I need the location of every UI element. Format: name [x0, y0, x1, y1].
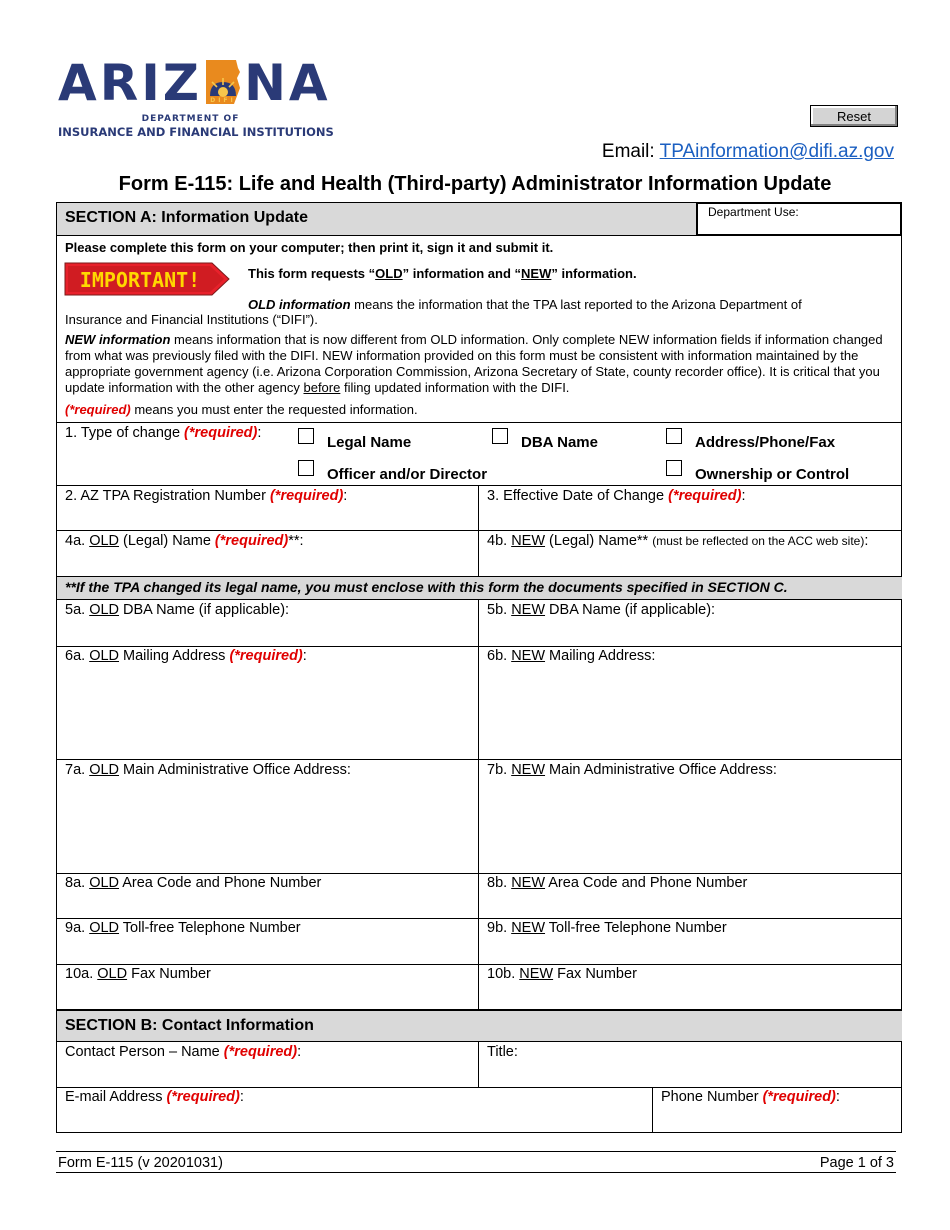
- requests-post: ” information.: [551, 266, 637, 281]
- legal-name-notice: **If the TPA changed its legal name, you must enclose with this form the documents specified in SECTION C.: [65, 579, 788, 595]
- old-admin-office-label: 7a. OLD Main Administrative Office Address:: [65, 762, 351, 778]
- footer-rule-top: [56, 1151, 896, 1152]
- email-link[interactable]: TPAinformation@difi.az.gov: [659, 141, 894, 162]
- divider: [57, 1041, 902, 1042]
- divider: [57, 599, 902, 600]
- column-divider: [478, 485, 479, 577]
- new-term: NEW information: [65, 332, 171, 347]
- divider: [57, 235, 902, 236]
- registration-number-label: 2. AZ TPA Registration Number (*required):: [65, 488, 348, 504]
- required-definition: [65, 402, 895, 418]
- department-use-box: [696, 202, 902, 236]
- requests-new: NEW: [521, 266, 552, 281]
- footer-form-id: Form E-115 (v 20201031): [58, 1155, 223, 1171]
- column-divider: [478, 599, 479, 1010]
- checkbox-label-legal-name: Legal Name: [327, 434, 412, 451]
- email-line: [602, 141, 894, 163]
- email-label: Email:: [601, 141, 655, 162]
- new-definition: [65, 332, 895, 396]
- arizona-state-emblem-icon: [204, 58, 242, 106]
- required-def: means you must enter the requested information.: [130, 402, 418, 417]
- type-of-change-label: 1. Type of change (*required):: [65, 425, 262, 441]
- divider: [57, 1087, 902, 1088]
- divider: [57, 964, 902, 965]
- new-def-before: before: [303, 380, 341, 395]
- checkbox-label-address: Address/Phone/Fax: [695, 434, 836, 451]
- logo-word-left: ARIZ: [58, 54, 203, 112]
- old-definition-line1: [248, 296, 802, 313]
- arizona-logo: [58, 54, 331, 112]
- new-legal-name-label: 4b. NEW (Legal) Name** (must be reflected on the ACC web site):: [487, 533, 869, 549]
- column-divider: [652, 1087, 653, 1133]
- checkbox-officer[interactable]: [298, 460, 314, 476]
- checkbox-label-dba-name: DBA Name: [521, 434, 598, 451]
- checkbox-address[interactable]: [666, 428, 682, 444]
- divider: [57, 530, 902, 531]
- requests-old: OLD: [375, 266, 403, 281]
- checkbox-legal-name[interactable]: [298, 428, 314, 444]
- new-dba-name-label: 5b. NEW DBA Name (if applicable):: [487, 602, 716, 618]
- old-phone-label: 8a. OLD Area Code and Phone Number: [65, 875, 322, 891]
- divider: [57, 759, 902, 760]
- important-badge-text: IMPORTANT!: [79, 268, 201, 292]
- logo-dept-line1: DEPARTMENT OF: [141, 114, 240, 124]
- checkbox-label-officer: Officer and/or Director: [327, 466, 488, 483]
- form-title: Form E-115: Life and Health (Third-party) Administrator Information Update: [118, 173, 832, 195]
- divider: [57, 646, 902, 647]
- old-mailing-address-label: 6a. OLD Mailing Address (*required):: [65, 648, 307, 664]
- section-b-heading: SECTION B: Contact Information: [65, 1017, 314, 1034]
- instruction-text: Please complete this form on your computer; then print it, sign it and submit it.: [65, 240, 554, 255]
- divider: [57, 422, 902, 423]
- new-admin-office-label: 7b. NEW Main Administrative Office Address:: [487, 762, 777, 778]
- department-use-label: Department Use:: [708, 205, 799, 219]
- old-legal-name-label: 4a. OLD (Legal) Name (*required)**:: [65, 533, 304, 549]
- important-badge: [64, 262, 230, 296]
- effective-date-label: 3. Effective Date of Change (*required):: [487, 488, 746, 504]
- new-mailing-address-label: 6b. NEW Mailing Address:: [487, 648, 656, 664]
- old-term: OLD information: [248, 297, 351, 312]
- reset-button[interactable]: Reset: [810, 105, 898, 127]
- old-toll-free-label: 9a. OLD Toll-free Telephone Number: [65, 920, 301, 936]
- old-fax-label: 10a. OLD Fax Number: [65, 966, 211, 982]
- requests-pre: This form requests “: [248, 266, 376, 281]
- new-def-part1: means information that is now different from OLD information. Only complete NEW information fields if information changed from what was previously filed with the DIFI. NEW information provided on this form must be consistent with information maintained by the appropriate government agency (i.e. Arizona Corporation Commission, Arizona Secretary of State, county recorder office). It is critical that you update information with the other agency: [65, 332, 883, 395]
- contact-title-label: Title:: [487, 1044, 518, 1060]
- logo-word-right: NA: [244, 54, 331, 112]
- old-dba-name-label: 5a. OLD DBA Name (if applicable):: [65, 602, 290, 618]
- old-def-line2: Insurance and Financial Institutions (“DIFI”).: [65, 312, 318, 327]
- old-def-line1: means the information that the TPA last reported to the Arizona Department of: [350, 297, 802, 312]
- requests-mid: ” information and “: [402, 266, 522, 281]
- contact-phone-label: Phone Number (*required):: [661, 1089, 840, 1105]
- new-fax-label: 10b. NEW Fax Number: [487, 966, 637, 982]
- contact-email-label: E-mail Address (*required):: [65, 1089, 244, 1105]
- section-a-heading: SECTION A: Information Update: [65, 209, 308, 226]
- checkbox-ownership[interactable]: [666, 460, 682, 476]
- new-toll-free-label: 9b. NEW Toll-free Telephone Number: [487, 920, 727, 936]
- footer-rule-bottom: [56, 1172, 896, 1173]
- logo-dept-line2: INSURANCE AND FINANCIAL INSTITUTIONS: [58, 125, 334, 139]
- divider: [57, 485, 902, 486]
- divider: [57, 873, 902, 874]
- checkbox-dba-name[interactable]: [492, 428, 508, 444]
- requests-text: [248, 265, 637, 282]
- new-phone-label: 8b. NEW Area Code and Phone Number: [487, 875, 748, 891]
- footer-page-number: Page 1 of 3: [819, 1155, 894, 1171]
- divider: [57, 918, 902, 919]
- column-divider: [478, 1041, 479, 1087]
- checkbox-label-ownership: Ownership or Control: [695, 466, 850, 483]
- new-def-part2: filing updated information with the DIFI.: [340, 380, 570, 395]
- emblem-text: DIFI: [210, 97, 236, 104]
- required-term: (*required): [65, 402, 131, 417]
- contact-name-label: Contact Person – Name (*required):: [65, 1044, 302, 1060]
